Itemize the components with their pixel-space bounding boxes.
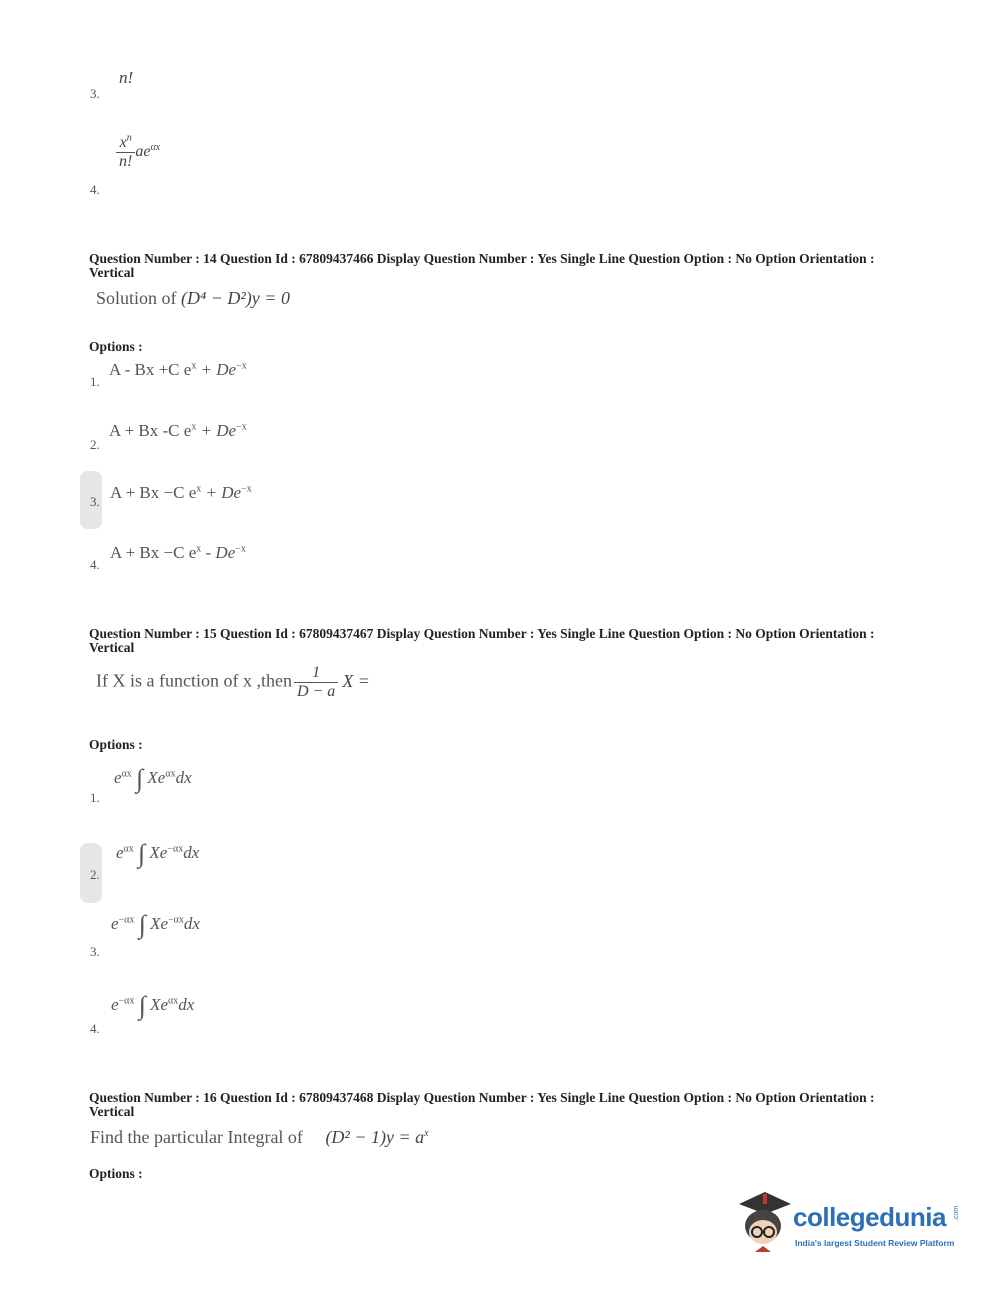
- q14-option-3-number[interactable]: 3.: [90, 494, 100, 509]
- q15-option-3-number[interactable]: 3.: [90, 944, 100, 959]
- q15-option-1-text: $e^{\alpha x}$ ∫ $Xe^{\alpha x}dx$: [114, 764, 192, 794]
- prev-option-3-number: 3.: [90, 86, 100, 101]
- q15-option-3-text: $e^{-\alpha x}$ ∫ $Xe^{-\alpha x}dx$: [111, 910, 200, 940]
- q14-option-1-text: A - Bx +C $e^x + De^{-x}$: [109, 360, 247, 379]
- q14-option-1-number[interactable]: 1.: [90, 374, 100, 389]
- q15-option-1-number[interactable]: 1.: [90, 790, 100, 805]
- logo-brand: collegedunia: [793, 1202, 946, 1232]
- mascot-icon: [735, 1190, 793, 1256]
- question-14-header: Question Number : 14 Question Id : 67809437466 Display Question Number : Yes Single Line Question Option : No Option Orientation : Vertical: [89, 251, 875, 280]
- question-15-options-label: Options :: [89, 737, 143, 752]
- q14-option-3-text: A + Bx −C $e^x + De^{-x}$: [110, 483, 252, 502]
- logo-tagline: India's largest Student Review Platform: [795, 1238, 955, 1248]
- question-14-options-label: Options :: [89, 339, 143, 354]
- question-16-header: Question Number : 16 Question Id : 67809437468 Display Question Number : Yes Single Line Question Option : No Option Orientation : Vertical: [89, 1090, 875, 1119]
- question-15-text: If X is a function of x ,then $\frac{1}{D - a}$ X =: [96, 664, 370, 700]
- question-14-formula: (D⁴ − D²)y = 0: [181, 288, 290, 308]
- question-16-options-label: Options :: [89, 1166, 143, 1181]
- question-16-formula: $(D^2 - 1)y = a^x$: [325, 1127, 429, 1147]
- question-14-text: Solution of (D⁴ − D²)y = 0: [96, 288, 290, 308]
- q14-option-2-text: A + Bx -C $e^x + De^{-x}$: [109, 421, 247, 440]
- prev-option-3-math: n!: [119, 68, 134, 87]
- prev-option-4-number: 4.: [90, 182, 100, 197]
- q15-option-2-number[interactable]: 2.: [90, 867, 100, 882]
- prev-option-4-math: $\frac{x^n}{n!}$ $ae^{\alpha x}$: [116, 134, 160, 171]
- q14-option-4-text: A + Bx −C $e^x - De^{-x}$: [110, 543, 246, 562]
- q15-option-4-text: $e^{-\alpha x}$ ∫ $Xe^{\alpha x}dx$: [111, 991, 195, 1021]
- logo-suffix: .com: [953, 1205, 961, 1222]
- question-16-text: Find the particular Integral of $(D^2 - 1)y = a^x$: [90, 1127, 429, 1147]
- q15-option-4-number[interactable]: 4.: [90, 1021, 100, 1036]
- question-15-header: Question Number : 15 Question Id : 67809437467 Display Question Number : Yes Single Line Question Option : No Option Orientation : Vertical: [89, 626, 875, 655]
- collegedunia-logo: [735, 1190, 965, 1260]
- q14-option-2-number[interactable]: 2.: [90, 437, 100, 452]
- q14-option-4-number[interactable]: 4.: [90, 557, 100, 572]
- q15-option-2-text: $e^{\alpha x}$ ∫ $Xe^{-\alpha x}dx$: [116, 839, 200, 869]
